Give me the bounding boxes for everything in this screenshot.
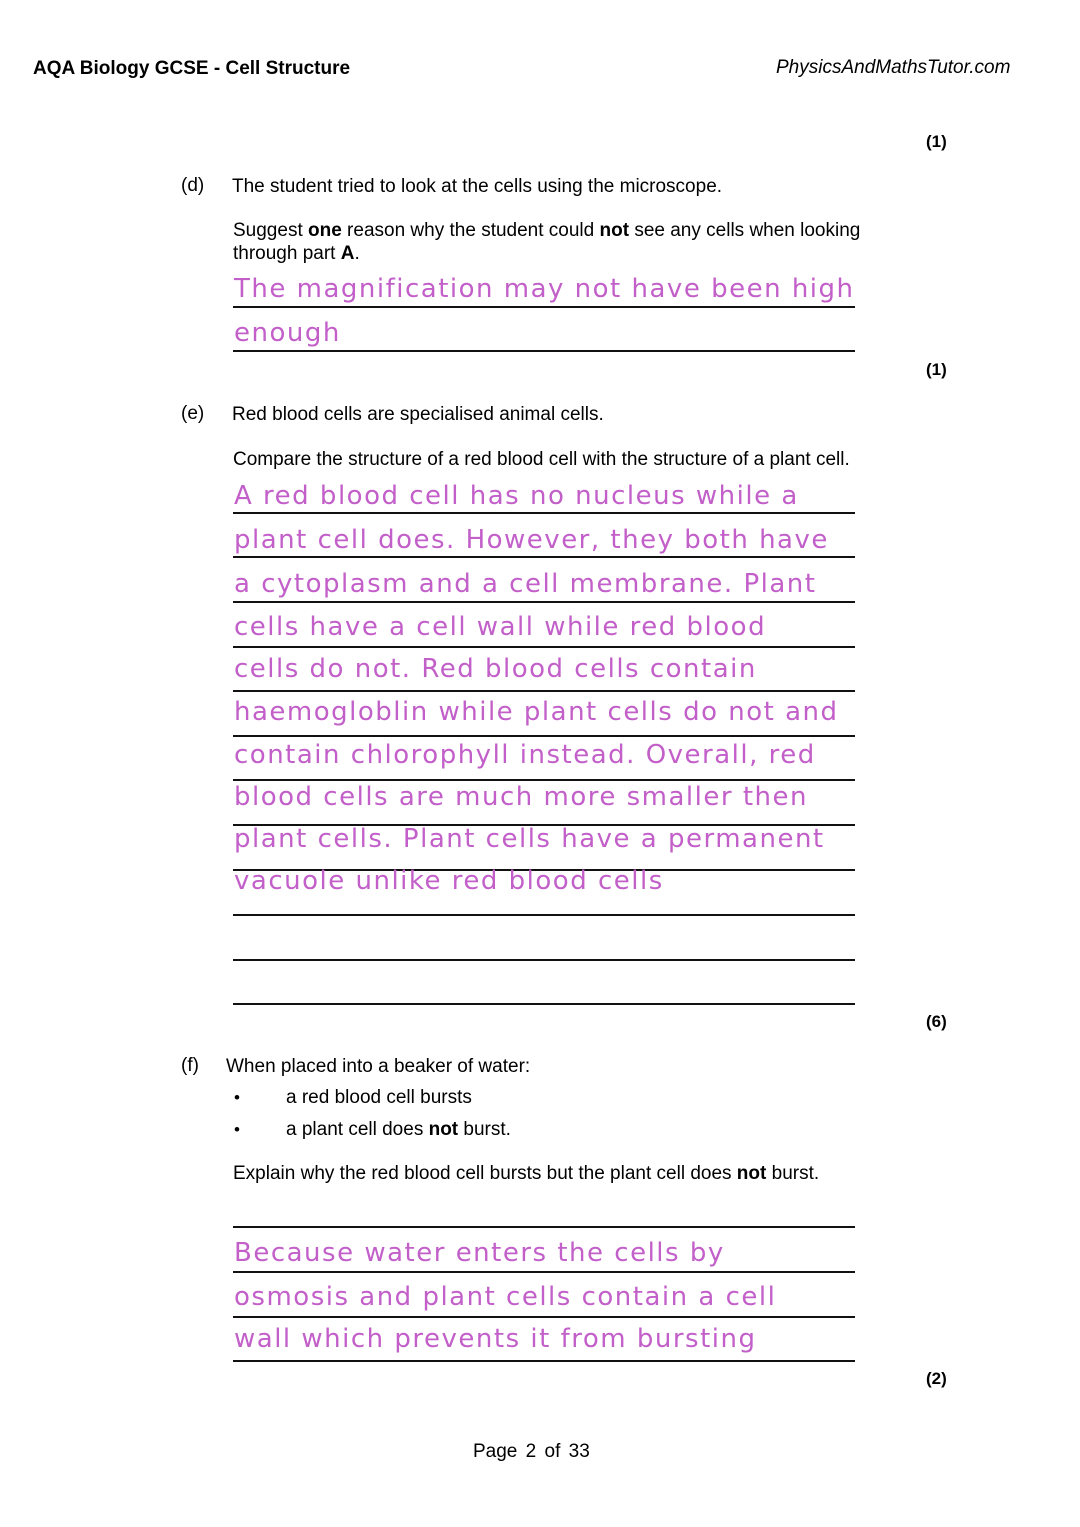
answer-rule bbox=[233, 601, 855, 603]
answer-rule bbox=[233, 1271, 855, 1273]
document-title: AQA Biology GCSE - Cell Structure bbox=[33, 58, 351, 79]
marks-d: (1) bbox=[926, 360, 947, 379]
answer-rule bbox=[233, 350, 855, 352]
answer-f-line-4: wall which prevents it from bursting bbox=[234, 1324, 757, 1354]
prompt-emphasis: one bbox=[308, 220, 342, 241]
answer-e-line-9: plant cells. Plant cells have a permanent bbox=[234, 824, 825, 854]
prompt-text: Explain why the red blood cell bursts but the plant cell does bbox=[233, 1163, 737, 1184]
question-e-label: (e) bbox=[181, 403, 205, 424]
answer-rule bbox=[233, 914, 855, 916]
bullet-icon: • bbox=[234, 1088, 240, 1107]
answer-e-line-10: vacuole unlike red blood cells bbox=[234, 866, 664, 896]
prompt-emphasis: not bbox=[736, 1163, 767, 1184]
answer-e-line-6: haemogloblin while plant cells do not and bbox=[234, 697, 839, 727]
answer-rule bbox=[233, 512, 855, 514]
prompt-emphasis: A bbox=[340, 243, 355, 264]
answer-e-line-7: contain chlorophyll instead. Overall, red bbox=[234, 740, 816, 770]
marks-previous-part: (1) bbox=[926, 132, 947, 151]
bullet-text: burst. bbox=[458, 1119, 511, 1140]
answer-e-line-2: plant cell does. However, they both have bbox=[234, 525, 829, 555]
answer-e-line-8: blood cells are much more smaller then bbox=[234, 782, 808, 812]
prompt-text: see any cells when looking bbox=[629, 220, 861, 241]
answer-rule bbox=[233, 646, 855, 648]
answer-rule bbox=[233, 1316, 855, 1318]
question-e-intro: Red blood cells are specialised animal cells. bbox=[232, 404, 604, 425]
page-number: Page 2 of 33 bbox=[473, 1441, 590, 1462]
bullet-text: a red blood cell bursts bbox=[286, 1087, 472, 1108]
prompt-text: reason why the student could bbox=[341, 220, 600, 241]
marks-f: (2) bbox=[926, 1369, 947, 1388]
answer-e-line-5: cells do not. Red blood cells contain bbox=[234, 654, 757, 684]
answer-rule bbox=[233, 1360, 855, 1362]
answer-rule bbox=[233, 1003, 855, 1005]
answer-e-line-3: a cytoplasm and a cell membrane. Plant bbox=[234, 569, 817, 599]
answer-d-line-2: enough bbox=[234, 318, 341, 348]
prompt-text: . bbox=[354, 243, 360, 264]
bullet-emphasis: not bbox=[428, 1119, 459, 1140]
bullet-item-2 bbox=[286, 1118, 511, 1141]
answer-rule bbox=[233, 306, 855, 308]
answer-rule bbox=[233, 779, 855, 781]
question-f-intro: When placed into a beaker of water: bbox=[226, 1056, 531, 1077]
question-d-intro: The student tried to look at the cells using the microscope. bbox=[232, 176, 723, 197]
bullet-item-1 bbox=[286, 1086, 472, 1109]
answer-rule bbox=[233, 735, 855, 737]
answer-f-line-2: Because water enters the cells by bbox=[234, 1238, 725, 1268]
prompt-text: through part bbox=[233, 243, 341, 264]
answer-f-line-3: osmosis and plant cells contain a cell bbox=[234, 1282, 777, 1312]
prompt-text: burst. bbox=[766, 1163, 820, 1184]
question-e-prompt: Compare the structure of a red blood cell with the structure of a plant cell. bbox=[233, 449, 850, 470]
question-f-prompt bbox=[233, 1162, 819, 1185]
question-f-label: (f) bbox=[181, 1055, 199, 1076]
prompt-emphasis: not bbox=[599, 220, 630, 241]
answer-rule bbox=[233, 1226, 855, 1228]
prompt-text: Suggest bbox=[233, 220, 308, 241]
marks-e: (6) bbox=[926, 1012, 947, 1031]
answer-e-line-1: A red blood cell has no nucleus while a bbox=[234, 481, 799, 511]
question-d-label: (d) bbox=[181, 175, 205, 196]
site-name: PhysicsAndMathsTutor.com bbox=[776, 57, 1011, 78]
answer-rule bbox=[233, 690, 855, 692]
question-d-prompt bbox=[233, 219, 860, 265]
answer-e-line-4: cells have a cell wall while red blood bbox=[234, 612, 767, 642]
answer-rule bbox=[233, 959, 855, 961]
bullet-icon: • bbox=[234, 1120, 240, 1139]
answer-d-line-1: The magnification may not have been high bbox=[234, 274, 855, 304]
bullet-text: a plant cell does bbox=[286, 1119, 429, 1140]
answer-rule bbox=[233, 556, 855, 558]
